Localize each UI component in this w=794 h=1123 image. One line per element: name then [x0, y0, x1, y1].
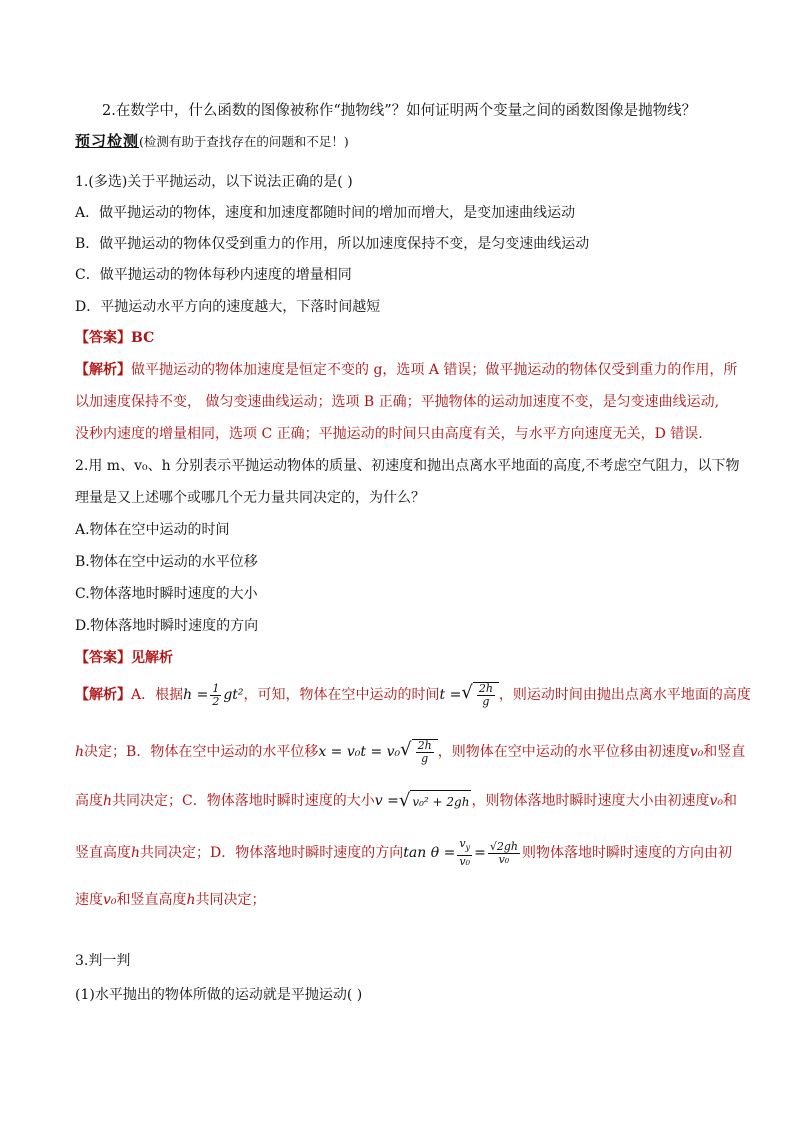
q2-analysis-line-5 [75, 889, 266, 911]
q2-option-a: A.物体在空中运动的时间 [75, 522, 230, 538]
formula-x-equals: x = v₀t = v₀ [318, 744, 401, 760]
var-h: h [186, 892, 196, 908]
analysis-b1: 决定；B．物体在空中运动的水平位移 [84, 744, 319, 760]
analysis-e5: 共同决定； [195, 892, 266, 908]
analysis-a1: A．根据 [131, 687, 184, 703]
var-v0: v₀ [103, 892, 117, 908]
sqrt-2h-over-g: √ $\frac{2h}{g}$ [461, 682, 499, 708]
q2-option-d: D.物体落地时瞬时速度的方向 [75, 618, 259, 634]
analysis-d1: 竖直高度 [75, 845, 131, 861]
sqrt-2h-over-g-2: √ $\frac{2h}{g}$ [400, 739, 438, 765]
analysis-c6: 和 [723, 793, 737, 809]
q1-option-d: D．平抛运动水平方向的速度越大，下落时间越短 [75, 299, 381, 315]
analysis-d3: 共同决定；D．物体落地时瞬时速度的方向 [140, 845, 404, 861]
formula-h-equals: h = [183, 687, 209, 703]
q3-item-1: (1)水平抛出的物体所做的运动就是平抛运动( ) [75, 987, 363, 1003]
q3-stem: 3.判一判 [75, 953, 131, 969]
analysis-e1: 速度 [75, 892, 103, 908]
q2-analysis-line-4 [75, 836, 732, 870]
q2-analysis-line-1 [75, 680, 751, 710]
q2-analysis-line-2 [75, 735, 745, 769]
fraction-one-half: $\frac{1}{2}$ [212, 681, 220, 708]
analysis-b4: 和竖直 [703, 744, 746, 760]
q1-answer [75, 328, 154, 348]
q2-stem-line-2: 理量是又上述哪个或哪几个无力量共同决定的，为什么？ [75, 490, 425, 506]
q2-answer [75, 648, 173, 668]
preview-title-logo: 预习检测 [75, 132, 140, 150]
q1-analysis-line-1 [75, 360, 737, 380]
q2-analysis-line-3 [75, 789, 737, 813]
q2-option-b: B.物体在空中运动的水平位移 [75, 554, 258, 570]
answer-value: BC [131, 330, 155, 346]
fraction-sqrt2gh-over-v0: $\frac{√2gh}{\text{v₀}}$ [489, 839, 518, 866]
analysis-c3: 共同决定；C．物体落地时瞬时速度的大小 [112, 793, 375, 809]
formula-v-equals: v = [374, 793, 399, 809]
q1-option-b: B．做平抛运动的物体仅受到重力的作用，所以加速度保持不变，是匀变速曲线运动 [75, 236, 590, 252]
preview-note: (检测有助于查找存在的问题和不足！) [139, 134, 349, 149]
answer-tag: 【答案】 [75, 330, 131, 346]
analysis-a2: ，可知，物体在空中运动的时间 [243, 687, 440, 703]
q1-option-a: A．做平抛运动的物体，速度和加速度都随时间的增加而增大，是变加速曲线运动 [75, 205, 576, 221]
analysis-c1: 高度 [75, 793, 103, 809]
var-v0: v₀ [709, 793, 723, 809]
var-v0: v₀ [689, 744, 704, 760]
sqrt-v0sq-2gh: √ v₀² + 2gh [398, 790, 470, 811]
formula-tan-theta: tan θ = [403, 845, 456, 861]
analysis-e3: 和竖直高度 [116, 892, 187, 908]
fraction-vy-over-v0: $\frac{v_y}{\text{v₀}}$ [459, 837, 471, 868]
analysis-text: 做平抛运动的物体加速度是恒定不变的 g，选项 A 错误；做平抛运动的物体仅受到重力的作用，所 [131, 362, 738, 378]
q2-stem-line-1: 2.用 m、v₀、h 分别表示平抛运动物体的质量、初速度和抛出点离水平地面的高度,不考虑空气阻力，以下物 [75, 458, 740, 474]
q2-option-c: C.物体落地时瞬时速度的大小 [75, 586, 258, 602]
analysis-a3: ，则运动时间由抛出点离水平地面的高度 [498, 687, 751, 703]
q1-analysis-line-2: 以加速度保持不变， 做匀变速曲线运动；选项 B 正确；平抛物体的运动加速度不变，是匀变速曲线运动, [75, 394, 720, 410]
q1-stem: 1.(多选)关于平抛运动，以下说法正确的是( ) [75, 174, 353, 190]
formula-gt2: gt² [223, 687, 244, 703]
answer-value: 见解析 [131, 650, 173, 666]
analysis-c4: ，则物体落地时瞬时速度大小由初速度 [471, 793, 710, 809]
formula-equals: = [474, 845, 486, 861]
analysis-b2: ，则物体在空中运动的水平位移由初速度 [437, 744, 690, 760]
preview-heading [75, 131, 349, 152]
answer-tag: 【答案】 [75, 650, 131, 666]
analysis-d4: 则物体落地时瞬时速度的方向由初 [521, 845, 732, 861]
var-h: h [75, 744, 85, 760]
analysis-tag: 【解析】 [75, 362, 131, 378]
analysis-tag: 【解析】 [75, 687, 131, 703]
q1-option-c: C．做平抛运动的物体每秒内速度的增量相同 [75, 267, 352, 283]
var-h: h [103, 793, 113, 809]
q1-analysis-line-3: 没秒内速度的增量相同，选项 C 正确；平抛运动的时间只由高度有关，与水平方向速度无关，D 错误. [75, 426, 703, 442]
intro-question-2: 2.在数学中，什么函数的图像被称作“抛物线”？如何证明两个变量之间的函数图像是抛物线？ [102, 103, 697, 119]
var-h: h [131, 845, 141, 861]
formula-t-equals: t = [439, 687, 462, 703]
